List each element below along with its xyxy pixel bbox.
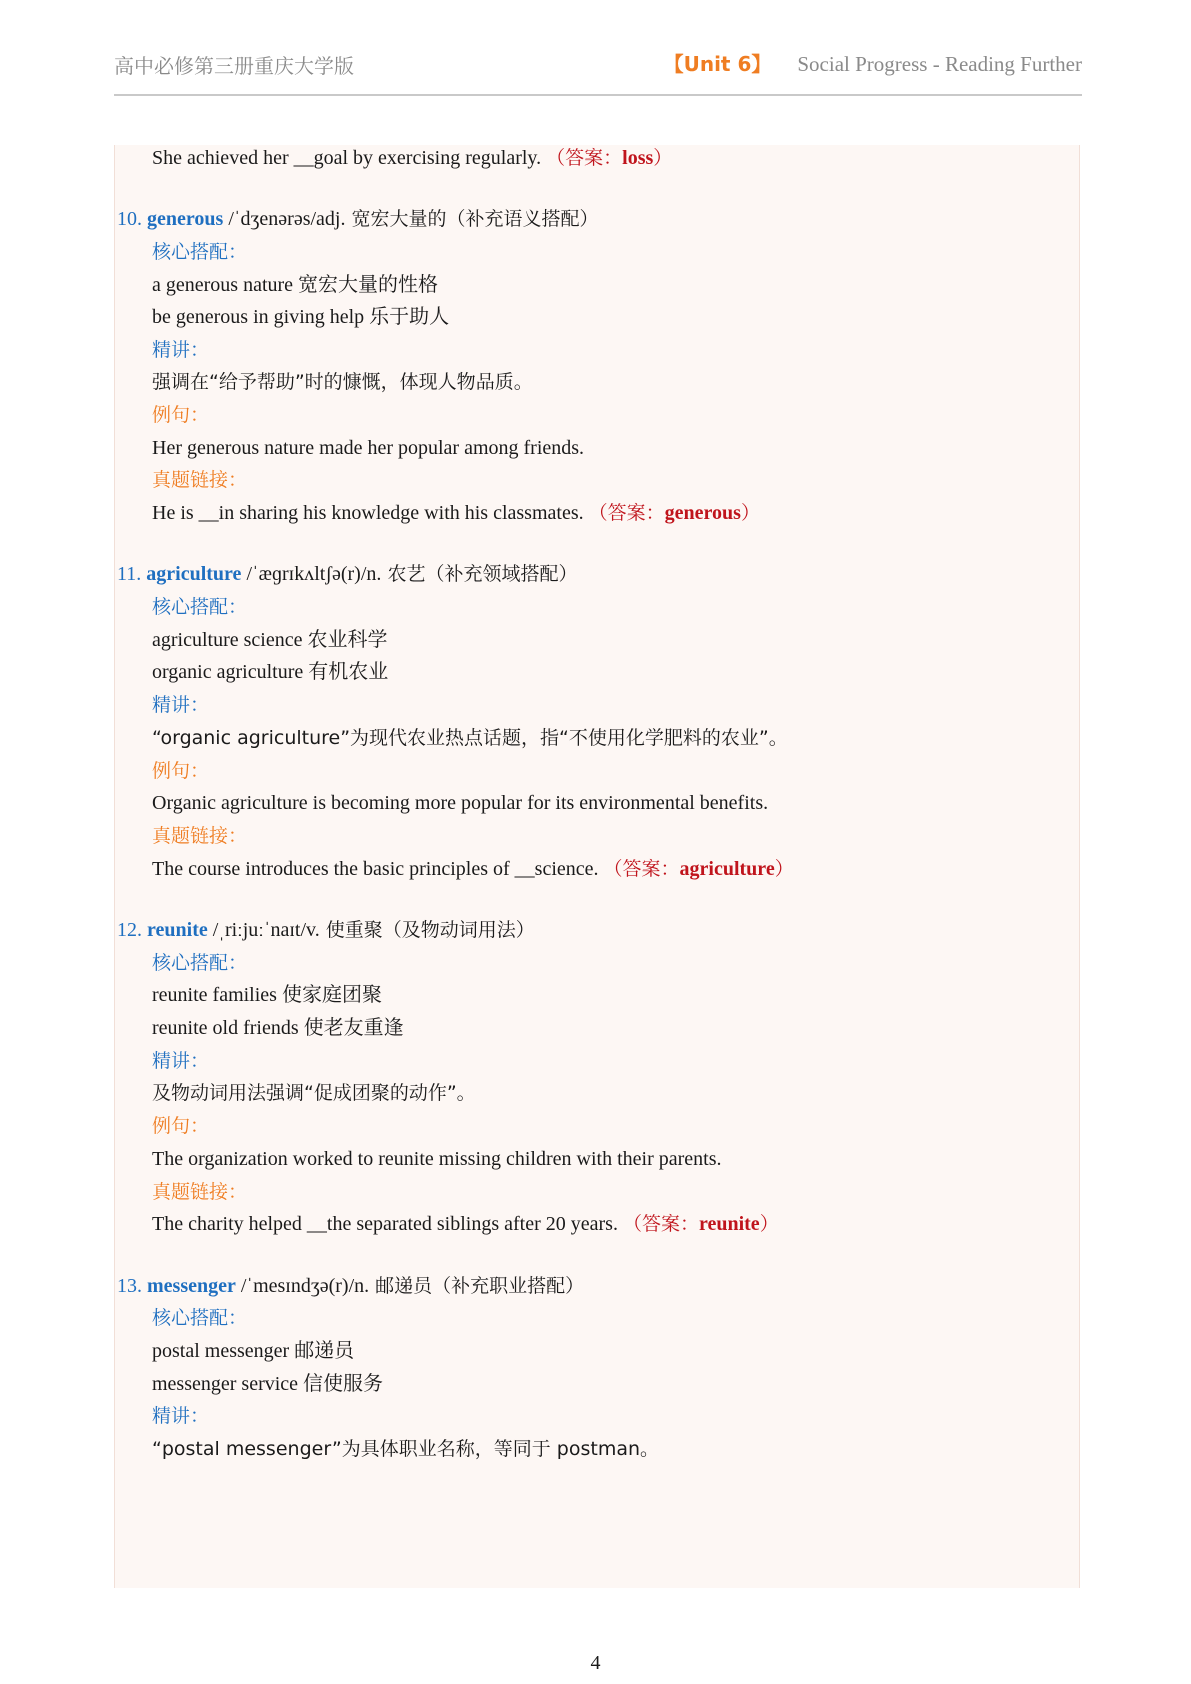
collocation-item: organic agriculture 有机农业 <box>152 661 389 683</box>
collocation-item: messenger service 信使服务 <box>152 1373 384 1395</box>
explanation-text: 及物动词用法强调“促成团聚的动作”。 <box>152 1082 476 1104</box>
entry-number: 13. <box>117 1275 142 1297</box>
collocation-item: reunite old friends 使老友重逢 <box>152 1017 404 1039</box>
exam-link-heading: 真题链接： <box>152 469 248 491</box>
header-divider <box>114 94 1082 96</box>
headword: reunite <box>147 919 208 941</box>
example-heading: 例句： <box>152 1115 210 1137</box>
exam-sentence: She achieved her __goal by exercising regularly. <box>152 147 542 169</box>
collocations-heading: 核心搭配： <box>152 596 248 618</box>
exam-link-heading: 真题链接： <box>152 825 248 847</box>
meaning: 邮递员（补充职业搭配） <box>369 1275 585 1297</box>
explanation-text: “organic agriculture”为现代农业热点话题，指“不使用化学肥料的农业”。 <box>152 727 788 749</box>
explanation-heading: 精讲： <box>152 1405 210 1427</box>
entry-number: 12. <box>117 919 142 941</box>
pronunciation: /ˈæɡrɪkʌltʃə(r)/n. <box>241 563 382 585</box>
meaning: 农艺（补充领域搭配） <box>381 563 578 585</box>
exam-line <box>152 500 760 526</box>
entry-headword-line <box>117 206 599 232</box>
unit-heading <box>664 48 1082 77</box>
answer-key: （答案：agriculture） <box>603 858 794 880</box>
meaning: 宽宏大量的（补充语义搭配） <box>345 208 599 230</box>
collocation-item: a generous nature 宽宏大量的性格 <box>152 274 439 296</box>
collocation-item: be generous in giving help 乐于助人 <box>152 306 450 328</box>
explanation-heading: 精讲： <box>152 694 210 716</box>
exam-link-heading: 真题链接： <box>152 1181 248 1203</box>
exam-sentence: The course introduces the basic principles of __science. <box>152 858 604 880</box>
headword: agriculture <box>146 563 242 585</box>
example-sentence: The organization worked to reunite missing children with their parents. <box>152 1148 722 1170</box>
entry-number: 11. <box>117 563 142 585</box>
pronunciation: /ˌriːjuːˈnaɪt/v. <box>207 919 320 941</box>
explanation-text: “postal messenger”为具体职业名称，等同于 postman。 <box>152 1438 660 1460</box>
entry-number: 10. <box>117 208 142 230</box>
meaning: 使重聚（及物动词用法） <box>319 919 535 941</box>
entry-headword-line <box>117 917 535 943</box>
example-heading: 例句： <box>152 760 210 782</box>
collocations-heading: 核心搭配： <box>152 1307 248 1329</box>
example-heading: 例句： <box>152 404 210 426</box>
explanation-heading: 精讲： <box>152 339 210 361</box>
exam-line <box>152 1211 779 1237</box>
answer-key: （答案：generous） <box>588 502 760 524</box>
pronunciation: /ˈdʒenərəs/adj. <box>223 208 346 230</box>
answer-key: （答案：loss） <box>546 147 673 169</box>
exam-line <box>152 856 794 882</box>
unit-title: Social Progress - Reading Further <box>797 52 1082 76</box>
book-title: 高中必修第三册重庆大学版 <box>114 54 354 78</box>
collocations-heading: 核心搭配： <box>152 952 248 974</box>
entry-headword-line <box>117 1273 584 1299</box>
collocation-item: postal messenger 邮递员 <box>152 1340 355 1362</box>
entry-headword-line <box>117 561 577 587</box>
unit-label: 【Unit 6】 <box>663 52 772 76</box>
answer-key: （答案：reunite） <box>622 1213 779 1235</box>
headword: messenger <box>147 1275 236 1297</box>
page-number: 4 <box>590 1652 601 1674</box>
explanation-text: 强调在“给予帮助”时的慷慨，体现人物品质。 <box>152 371 533 393</box>
page-header <box>114 46 1082 86</box>
collocations-heading: 核心搭配： <box>152 241 248 263</box>
explanation-heading: 精讲： <box>152 1050 210 1072</box>
vocabulary-panel <box>114 145 1080 1588</box>
collocation-item: agriculture science 农业科学 <box>152 629 388 651</box>
carryover-exam-line <box>152 145 672 171</box>
example-sentence: Organic agriculture is becoming more popular for its environmental benefits. <box>152 792 769 814</box>
exam-sentence: He is __in sharing his knowledge with his classmates. <box>152 502 589 524</box>
collocation-item: reunite families 使家庭团聚 <box>152 984 382 1006</box>
exam-sentence: The charity helped __the separated siblings after 20 years. <box>152 1213 623 1235</box>
example-sentence: Her generous nature made her popular among friends. <box>152 437 585 459</box>
pronunciation: /ˈmesɪndʒə(r)/n. <box>235 1275 370 1297</box>
headword: generous <box>147 208 224 230</box>
